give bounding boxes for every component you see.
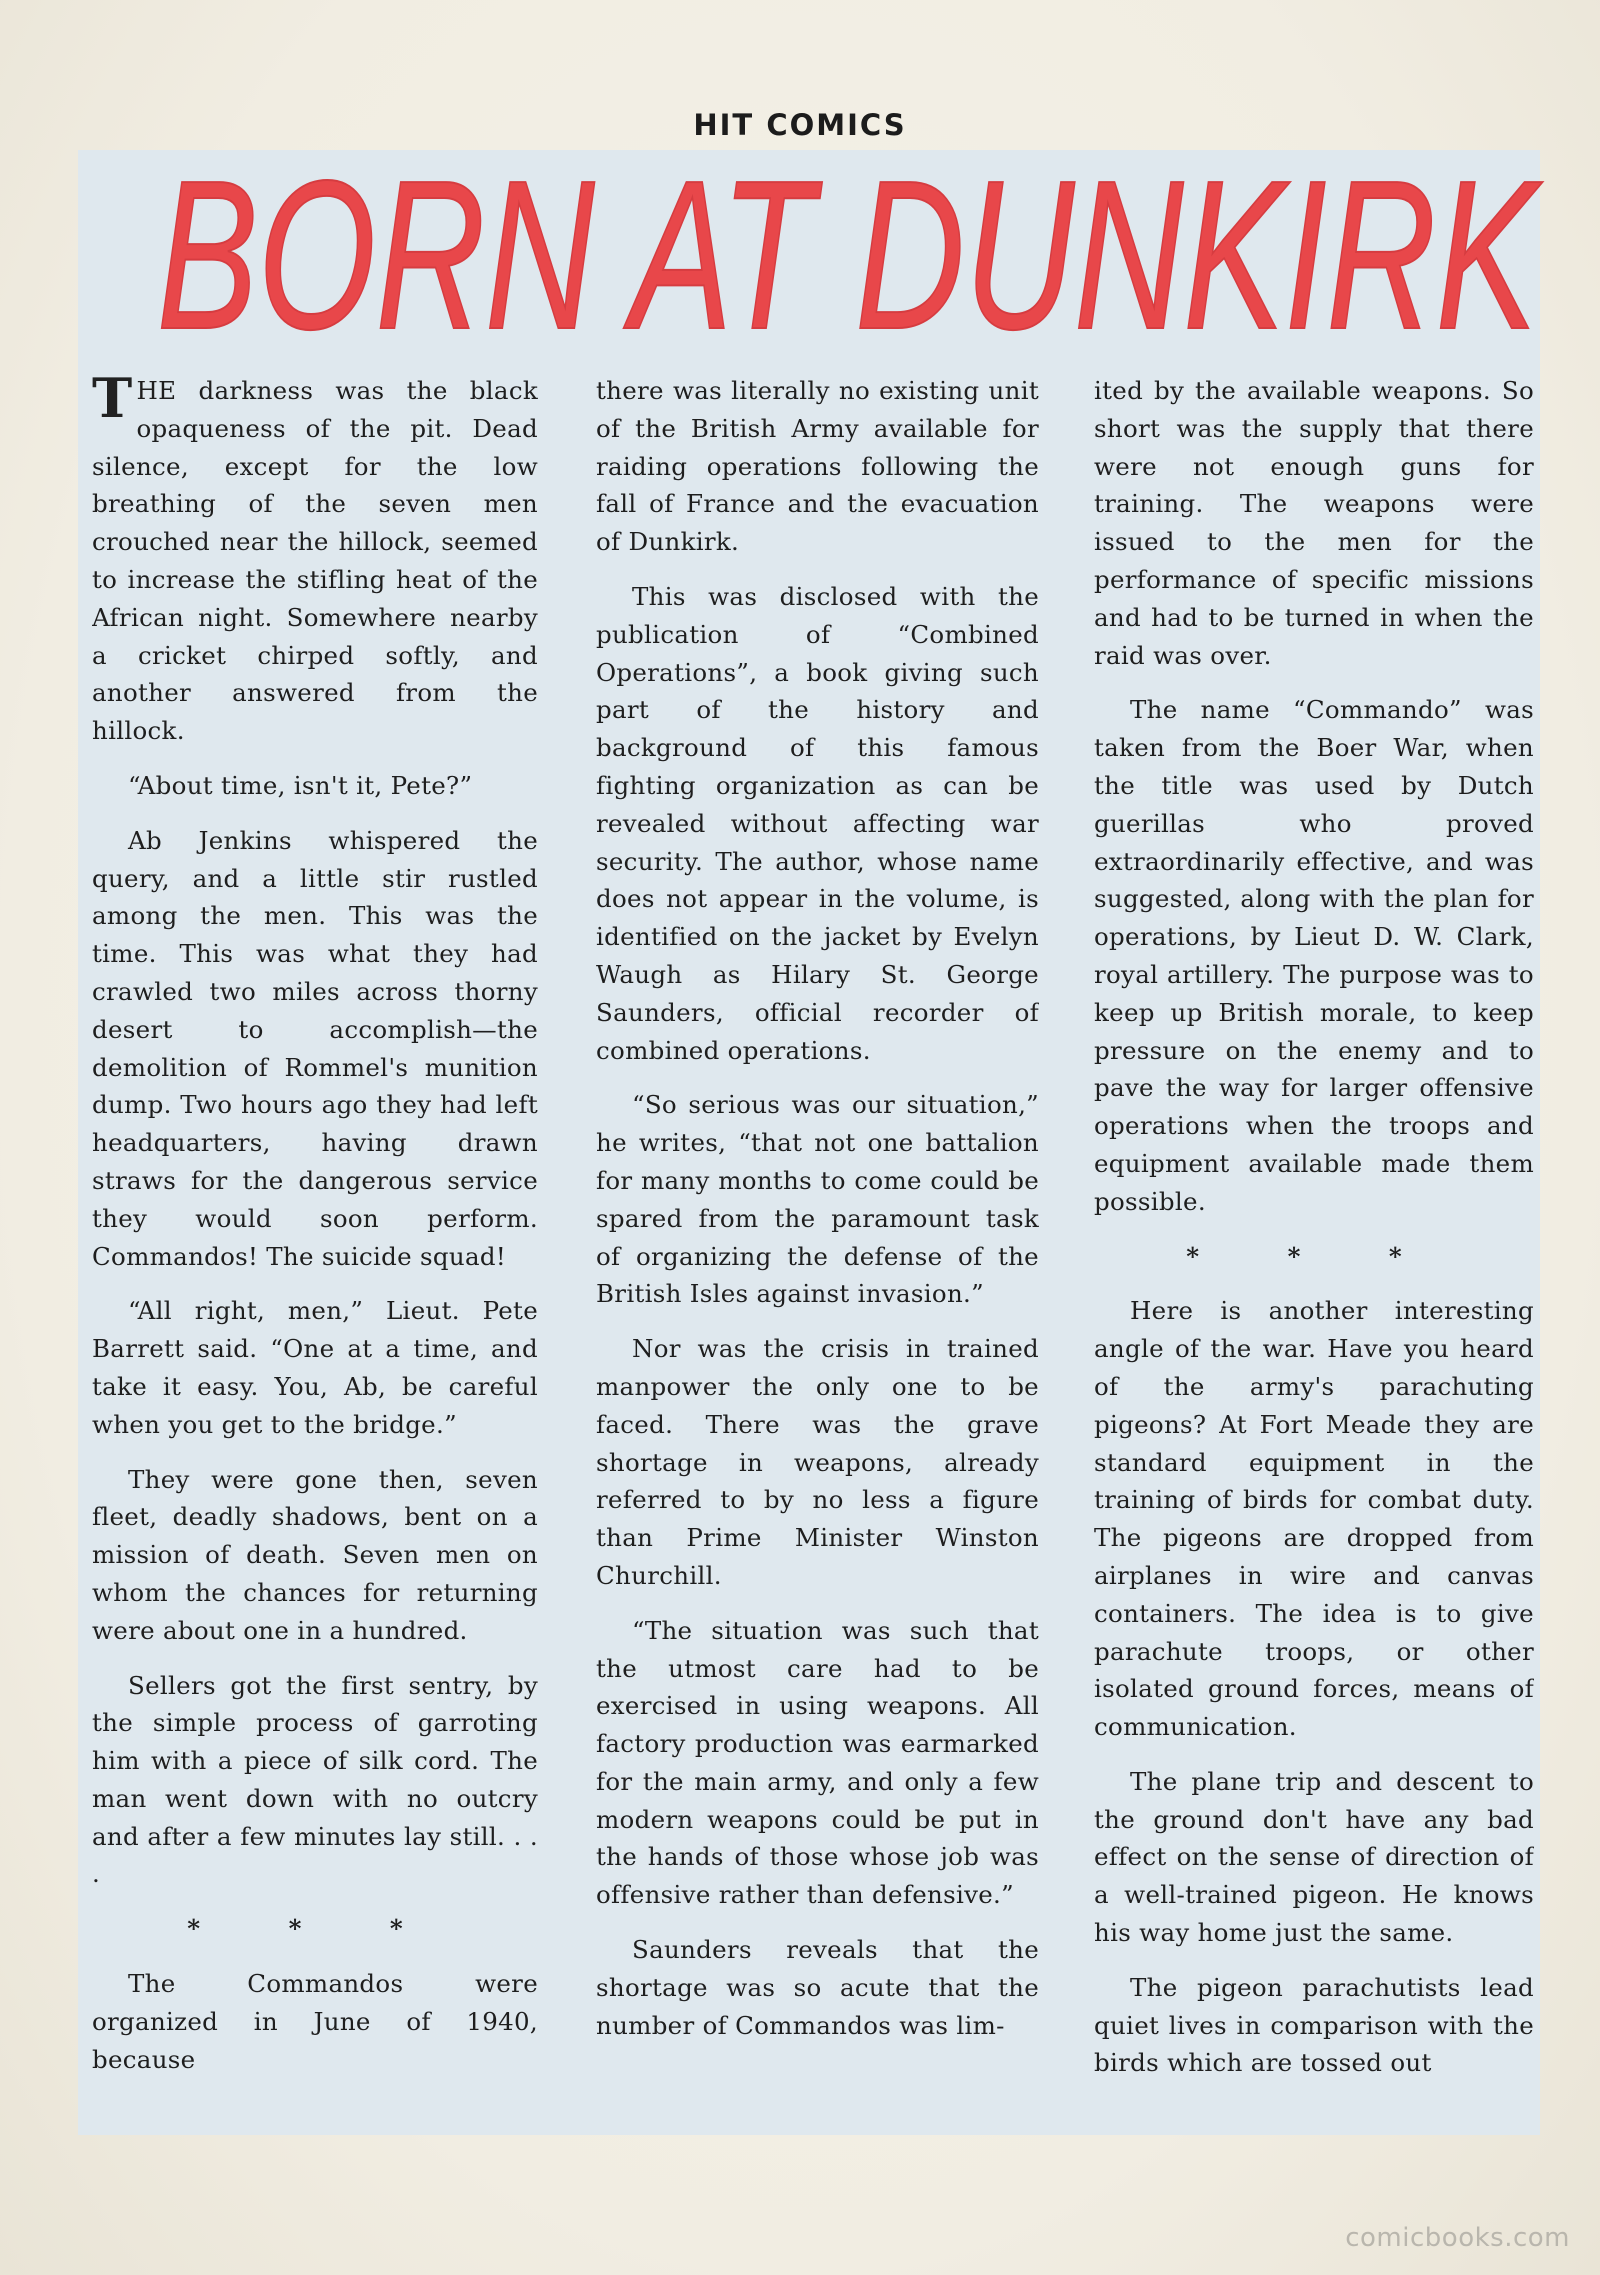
paragraph: Nor was the crisis in trained manpower the only one to be faced. There was the grave shortage in weapons, already referred to by no less a figure than Prime Minister Winston Churchill.	[596, 1334, 1039, 1590]
paragraph: ited by the available weapons. So short was the supply that there were not enough guns for training. The weapons were issued to the men for the performance of specific missions and had to be turned in when the raid was over.	[1094, 376, 1534, 670]
paragraph: This was disclosed with the publication of “Combined Operations”, a book giving such part of the history and background of this famous fighting organization as can be revealed without affecting war security. The author, whose name does not appear in the volume, is identified on the jacket by Evelyn Waugh as Hilary St. George Saunders, official recorder of combined operations.	[596, 581, 1039, 1065]
paragraph: “All right, men,” Lieut. Pete Barrett said. “One at a time, and take it easy. You, Ab, be careful when you get to the bridge.”	[92, 1296, 538, 1439]
paragraph: “So serious was our situation,” he writes, “that not one battalion for many months to come could be spared from the paramount task of organizing the defense of the British Isles against invasion.”	[596, 1090, 1039, 1309]
column-2	[596, 372, 1039, 2137]
column-1	[92, 372, 538, 2137]
paragraph-text: HE darkness was the black opaqueness of the pit. Dead silence, except for the low breathing of the seven men crouched near the hillock, seemed to increase the stifling heat of the African night. Somewhere nearby a cricket chirped softly, and another answered from the hillock.	[92, 376, 538, 746]
paragraph: They were gone then, seven fleet, deadly shadows, bent on a mission of death. Seven men on whom the chances for returning were about one in a hundred.	[92, 1464, 538, 1645]
section-separator: * * *	[187, 1914, 443, 1944]
drop-cap: T	[92, 372, 133, 430]
watermark: comicbooks.com	[1345, 2223, 1570, 2253]
paragraph: The name “Commando” was taken from the Boer War, when the title was used by Dutch guerillas who proved extraordinarily effective, and was suggested, along with the plan for operations, by Lieut D. W. Clark, royal artillery. The purpose was to keep up British morale, to keep pressure on the enemy and to pave the way for larger offensive operations when the troops and equipment available made them possible.	[1094, 695, 1534, 1216]
story-title	[150, 150, 1545, 355]
paragraph: Ab Jenkins whispered the query, and a little stir rustled among the men. This was the time. This was what they had crawled two miles across thorny desert to accomplish—the demolition of Rommel's munition dump. Two hours ago they had left headquarters, having drawn straws for the dangerous service they would soon perform. Commandos! The suicide squad!	[92, 825, 538, 1271]
paragraph: Here is another interesting angle of the war. Have you heard of the army's parachuting pigeons? At Fort Meade they are standard equipment in the training of birds for combat duty. The pigeons are dropped from airplanes in wire and canvas containers. The idea is to give parachute troops, or other isolated ground forces, means of communication.	[1094, 1296, 1534, 1742]
paragraph: The plane trip and descent to the ground don't have any bad effect on the sense of direction of a well-trained pigeon. He knows his way home just the same.	[1094, 1766, 1534, 1948]
paragraph: “The situation was such that the utmost care had to be exercised in using weapons. All factory production was earmarked for the main army, and only a few modern weapons could be put in the hands of those whose job was offensive rather than defensive.”	[596, 1615, 1039, 1910]
paragraph: Sellers got the first sentry, by the simple process of garroting him with a piece of silk cord. The man went down with no outcry and after a few minutes lay still. . . .	[92, 1670, 538, 1889]
masthead: HIT COMICS	[693, 108, 907, 142]
paragraph: The pigeon parachutists lead quiet lives in comparison with the birds which are tossed out	[1094, 1972, 1534, 2078]
paragraph: there was literally no existing unit of the British Army available for raiding operations following the fall of France and the evacuation of Dunkirk.	[596, 376, 1039, 557]
story-title-text: BORN AT DUNKIRK	[157, 150, 1544, 355]
column-3	[1094, 372, 1534, 2137]
section-separator: * * *	[1186, 1241, 1442, 1271]
paragraph	[92, 372, 538, 750]
paragraph: Saunders reveals that the shortage was so acute that the number of Commandos was lim-	[596, 1935, 1039, 2040]
paragraph: “About time, isn't it, Pete?”	[128, 770, 473, 800]
paragraph: The Commandos were organized in June of 1940, because	[92, 1969, 538, 2074]
